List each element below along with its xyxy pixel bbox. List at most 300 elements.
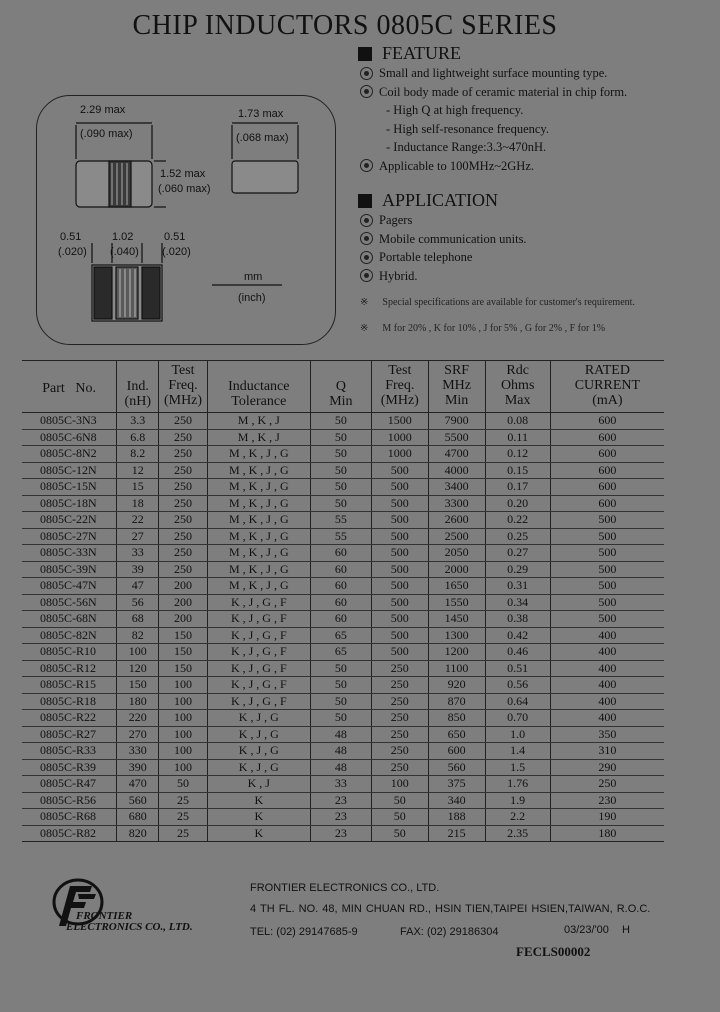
cell-rated-current: 190 (550, 809, 664, 826)
cell-part-no: 0805C-R12 (22, 660, 117, 677)
cell-q-min: 65 (310, 644, 371, 661)
table-row (22, 809, 664, 826)
cell-q-min: 23 (310, 825, 371, 842)
cell-test-freq: 100 (159, 677, 207, 694)
cell-srf: 1200 (428, 644, 485, 661)
cell-part-no: 0805C-82N (22, 627, 117, 644)
cell-rdc: 0.27 (485, 545, 550, 562)
cell-q-test-freq: 1000 (371, 429, 428, 446)
list-item: Mobile communication units. (360, 230, 690, 249)
cell-q-min: 60 (310, 578, 371, 595)
list-sub-item: - Inductance Range:3.3~470nH. (386, 140, 547, 154)
cell-rdc: 0.38 (485, 611, 550, 628)
circle-bullet-icon (360, 251, 373, 264)
cell-rated-current: 290 (550, 759, 664, 776)
list-item: Pagers (360, 211, 690, 230)
list-sub-item: - High self-resonance frequency. (386, 121, 550, 136)
cell-tolerance: M , K , J , G (207, 495, 310, 512)
cell-test-freq: 250 (159, 462, 207, 479)
col-header-srf: SRF MHz Min (428, 361, 485, 413)
table-row (22, 726, 664, 743)
cell-srf: 3300 (428, 495, 485, 512)
cell-rated-current: 400 (550, 627, 664, 644)
table-row (22, 495, 664, 512)
cell-inductance: 560 (117, 792, 159, 809)
cell-q-min: 50 (310, 677, 371, 694)
col-header-rdc: Rdc Ohms Max (485, 361, 550, 413)
cell-rated-current: 600 (550, 495, 664, 512)
cell-rated-current: 250 (550, 776, 664, 793)
feature-heading: FEATURE (358, 43, 461, 64)
cell-rdc: 0.51 (485, 660, 550, 677)
cell-srf: 920 (428, 677, 485, 694)
cell-inductance: 150 (117, 677, 159, 694)
cell-rated-current: 500 (550, 561, 664, 578)
revision-letter: H (622, 924, 630, 936)
cell-test-freq: 250 (159, 495, 207, 512)
cell-rdc: 0.42 (485, 627, 550, 644)
cell-rated-current: 400 (550, 677, 664, 694)
cell-inductance: 56 (117, 594, 159, 611)
cell-tolerance: M , K , J , G (207, 446, 310, 463)
cell-srf: 3400 (428, 479, 485, 496)
tolerance-code-note: ※ M for 20% , K for 10% , J for 5% , G for 2% , F for 1% (360, 323, 606, 334)
cell-rdc: 1.4 (485, 743, 550, 760)
cell-test-freq: 200 (159, 594, 207, 611)
cell-q-min: 50 (310, 710, 371, 727)
cell-q-test-freq: 250 (371, 710, 428, 727)
table-row (22, 561, 664, 578)
cell-q-test-freq: 500 (371, 545, 428, 562)
cell-test-freq: 250 (159, 446, 207, 463)
cell-q-min: 33 (310, 776, 371, 793)
cell-part-no: 0805C-R18 (22, 693, 117, 710)
circle-bullet-icon (360, 214, 373, 227)
cell-rdc: 1.9 (485, 792, 550, 809)
cell-test-freq: 250 (159, 545, 207, 562)
cell-tolerance: M , K , J , G (207, 561, 310, 578)
table-row (22, 693, 664, 710)
cell-tolerance: K , J , G , F (207, 611, 310, 628)
cell-part-no: 0805C-39N (22, 561, 117, 578)
cell-rated-current: 500 (550, 594, 664, 611)
cell-test-freq: 250 (159, 512, 207, 529)
cell-test-freq: 200 (159, 578, 207, 595)
cell-q-test-freq: 500 (371, 644, 428, 661)
table-row (22, 545, 664, 562)
cell-srf: 188 (428, 809, 485, 826)
cell-part-no: 0805C-R15 (22, 677, 117, 694)
cell-test-freq: 100 (159, 726, 207, 743)
cell-part-no: 0805C-33N (22, 545, 117, 562)
cell-rdc: 1.76 (485, 776, 550, 793)
pad-a-mm: 0.51 (60, 231, 82, 243)
cell-rdc: 0.31 (485, 578, 550, 595)
list-item: Small and lightweight surface mounting type. (360, 64, 690, 83)
cell-tolerance: M , K , J , G (207, 545, 310, 562)
cell-rdc: 0.70 (485, 710, 550, 727)
cell-inductance: 220 (117, 710, 159, 727)
cell-rdc: 0.64 (485, 693, 550, 710)
cell-q-min: 23 (310, 809, 371, 826)
cell-rated-current: 500 (550, 578, 664, 595)
cell-q-min: 48 (310, 743, 371, 760)
cell-srf: 7900 (428, 413, 485, 430)
cell-q-min: 60 (310, 561, 371, 578)
cell-q-test-freq: 500 (371, 462, 428, 479)
cell-part-no: 0805C-6N8 (22, 429, 117, 446)
cell-test-freq: 250 (159, 561, 207, 578)
cell-srf: 1300 (428, 627, 485, 644)
cell-part-no: 0805C-12N (22, 462, 117, 479)
cell-part-no: 0805C-R68 (22, 809, 117, 826)
square-bullet-icon (358, 47, 372, 61)
cell-q-min: 50 (310, 495, 371, 512)
cell-q-test-freq: 500 (371, 611, 428, 628)
cell-part-no: 0805C-R56 (22, 792, 117, 809)
list-item: Hybrid. (360, 267, 690, 286)
list-item: Applicable to 100MHz~2GHz. (360, 157, 690, 176)
length-inch: (.090 max) (80, 128, 133, 140)
cell-inductance: 33 (117, 545, 159, 562)
cell-inductance: 82 (117, 627, 159, 644)
cell-q-min: 60 (310, 545, 371, 562)
col-header-rated-current: RATED CURRENT (mA) (550, 361, 664, 413)
cell-part-no: 0805C-56N (22, 594, 117, 611)
cell-rdc: 0.15 (485, 462, 550, 479)
col-header-ind: Ind. (nH) (117, 361, 159, 413)
cell-q-test-freq: 250 (371, 693, 428, 710)
cell-rated-current: 500 (550, 512, 664, 529)
cell-q-min: 60 (310, 611, 371, 628)
cell-inductance: 39 (117, 561, 159, 578)
fax: FAX: (02) 29186304 (400, 926, 499, 938)
cell-part-no: 0805C-R10 (22, 644, 117, 661)
cell-inductance: 330 (117, 743, 159, 760)
cell-rated-current: 600 (550, 446, 664, 463)
cell-srf: 2050 (428, 545, 485, 562)
cell-q-test-freq: 50 (371, 792, 428, 809)
cell-q-min: 50 (310, 413, 371, 430)
circle-bullet-icon (360, 85, 373, 98)
cell-inductance: 120 (117, 660, 159, 677)
logo-text-electronics: ELECTRONICS CO., LTD. (66, 921, 193, 933)
cell-inductance: 820 (117, 825, 159, 842)
table-row (22, 479, 664, 496)
cell-tolerance: K , J , G (207, 759, 310, 776)
cell-srf: 1100 (428, 660, 485, 677)
cell-part-no: 0805C-R82 (22, 825, 117, 842)
cell-srf: 215 (428, 825, 485, 842)
cell-rated-current: 180 (550, 825, 664, 842)
cell-q-min: 55 (310, 512, 371, 529)
cell-q-test-freq: 500 (371, 528, 428, 545)
cell-tolerance: K , J , G (207, 743, 310, 760)
table-row (22, 644, 664, 661)
cell-inductance: 8.2 (117, 446, 159, 463)
cell-tolerance: M , K , J , G (207, 479, 310, 496)
cell-srf: 1650 (428, 578, 485, 595)
cell-srf: 5500 (428, 429, 485, 446)
cell-rdc: 0.25 (485, 528, 550, 545)
cell-rated-current: 500 (550, 545, 664, 562)
list-sub-item: - High Q at high frequency. (386, 103, 524, 117)
table-row (22, 627, 664, 644)
cell-inductance: 180 (117, 693, 159, 710)
cell-q-min: 50 (310, 462, 371, 479)
cell-inductance: 18 (117, 495, 159, 512)
cell-q-min: 50 (310, 693, 371, 710)
cell-srf: 2000 (428, 561, 485, 578)
list-item: Portable telephone (360, 248, 690, 267)
cell-tolerance: K , J , G , F (207, 594, 310, 611)
cell-test-freq: 200 (159, 611, 207, 628)
cell-rdc: 0.11 (485, 429, 550, 446)
cell-part-no: 0805C-R39 (22, 759, 117, 776)
cell-part-no: 0805C-47N (22, 578, 117, 595)
width-inch: (.068 max) (236, 132, 289, 144)
cell-tolerance: K , J , G , F (207, 644, 310, 661)
special-spec-note: ※ Special specifications are available for customer's requirement. (360, 297, 635, 308)
cell-test-freq: 50 (159, 776, 207, 793)
cell-tolerance: K , J , G , F (207, 693, 310, 710)
cell-srf: 4000 (428, 462, 485, 479)
cell-test-freq: 100 (159, 693, 207, 710)
application-list (360, 211, 690, 285)
cell-tolerance: K (207, 825, 310, 842)
cell-test-freq: 150 (159, 660, 207, 677)
pad-b-mm: 1.02 (112, 231, 134, 243)
cell-srf: 4700 (428, 446, 485, 463)
length-mm: 2.29 max (80, 104, 126, 116)
cell-inductance: 12 (117, 462, 159, 479)
cell-srf: 600 (428, 743, 485, 760)
table-header-row (22, 361, 664, 413)
cell-rdc: 0.56 (485, 677, 550, 694)
cell-part-no: 0805C-8N2 (22, 446, 117, 463)
cell-rated-current: 400 (550, 693, 664, 710)
cell-q-test-freq: 250 (371, 726, 428, 743)
cell-rated-current: 230 (550, 792, 664, 809)
revision-date: 03/23/'00 (564, 924, 609, 936)
cell-part-no: 0805C-3N3 (22, 413, 117, 430)
cell-q-test-freq: 250 (371, 660, 428, 677)
cell-q-min: 50 (310, 429, 371, 446)
cell-rated-current: 500 (550, 611, 664, 628)
table-row (22, 743, 664, 760)
cell-srf: 870 (428, 693, 485, 710)
cell-tolerance: K , J , G (207, 726, 310, 743)
company-address: 4 TH FL. NO. 48, MIN CHUAN RD., HSIN TIEN,TAIPEI HSIEN,TAIWAN, R.O.C. (250, 903, 651, 915)
cell-test-freq: 250 (159, 479, 207, 496)
cell-tolerance: K , J (207, 776, 310, 793)
cell-rated-current: 600 (550, 462, 664, 479)
height-inch: (.060 max) (158, 183, 211, 195)
cell-tolerance: K , J , G , F (207, 677, 310, 694)
col-header-part-no: Part No. (42, 381, 96, 396)
height-mm: 1.52 max (160, 168, 206, 180)
col-header-q-min: Q Min (310, 361, 371, 413)
cell-q-test-freq: 250 (371, 677, 428, 694)
cell-q-test-freq: 500 (371, 627, 428, 644)
cell-rated-current: 310 (550, 743, 664, 760)
cell-q-test-freq: 500 (371, 512, 428, 529)
cell-rdc: 1.5 (485, 759, 550, 776)
cell-q-test-freq: 500 (371, 561, 428, 578)
col-header-test-freq: Test Freq. (MHz) (159, 361, 207, 413)
cell-q-min: 50 (310, 446, 371, 463)
table-row (22, 594, 664, 611)
cell-q-test-freq: 50 (371, 825, 428, 842)
cell-tolerance: K , J , G , F (207, 660, 310, 677)
cell-rated-current: 400 (550, 660, 664, 677)
square-bullet-icon (358, 194, 372, 208)
cell-q-min: 48 (310, 726, 371, 743)
cell-q-test-freq: 500 (371, 578, 428, 595)
cell-srf: 1450 (428, 611, 485, 628)
cell-inductance: 270 (117, 726, 159, 743)
cell-rdc: 0.20 (485, 495, 550, 512)
cell-rdc: 0.29 (485, 561, 550, 578)
cell-test-freq: 25 (159, 792, 207, 809)
cell-inductance: 3.3 (117, 413, 159, 430)
table-row (22, 413, 664, 430)
circle-bullet-icon (360, 269, 373, 282)
cell-part-no: 0805C-R22 (22, 710, 117, 727)
unit-inch: (inch) (238, 292, 266, 304)
cell-rdc: 0.22 (485, 512, 550, 529)
cell-part-no: 0805C-22N (22, 512, 117, 529)
cell-q-min: 50 (310, 479, 371, 496)
cell-q-min: 23 (310, 792, 371, 809)
cell-rated-current: 400 (550, 644, 664, 661)
cell-rdc: 0.46 (485, 644, 550, 661)
cell-q-test-freq: 1000 (371, 446, 428, 463)
table-row (22, 710, 664, 727)
table-row (22, 792, 664, 809)
cell-tolerance: K , J , G , F (207, 627, 310, 644)
cell-tolerance: M , K , J , G (207, 462, 310, 479)
cell-q-test-freq: 250 (371, 759, 428, 776)
cell-srf: 2500 (428, 528, 485, 545)
cell-rdc: 0.17 (485, 479, 550, 496)
cell-part-no: 0805C-18N (22, 495, 117, 512)
cell-part-no: 0805C-68N (22, 611, 117, 628)
cell-rated-current: 500 (550, 528, 664, 545)
cell-q-test-freq: 100 (371, 776, 428, 793)
cell-test-freq: 250 (159, 429, 207, 446)
cell-inductance: 68 (117, 611, 159, 628)
cell-rdc: 0.12 (485, 446, 550, 463)
cell-srf: 650 (428, 726, 485, 743)
cell-srf: 375 (428, 776, 485, 793)
table-row (22, 462, 664, 479)
cell-part-no: 0805C-27N (22, 528, 117, 545)
cell-q-test-freq: 500 (371, 594, 428, 611)
cell-srf: 1550 (428, 594, 485, 611)
cell-q-test-freq: 500 (371, 495, 428, 512)
spec-table (22, 360, 664, 842)
width-mm: 1.73 max (238, 108, 284, 120)
cell-part-no: 0805C-R27 (22, 726, 117, 743)
cell-inductance: 27 (117, 528, 159, 545)
cell-q-min: 48 (310, 759, 371, 776)
cell-part-no: 0805C-R47 (22, 776, 117, 793)
list-item: Coil body made of ceramic material in chip form. (360, 83, 690, 102)
cell-rated-current: 600 (550, 479, 664, 496)
col-header-q-test-freq: Test Freq. (MHz) (371, 361, 428, 413)
cell-tolerance: M , K , J , G (207, 528, 310, 545)
pad-c-mm: 0.51 (164, 231, 186, 243)
cell-q-test-freq: 500 (371, 479, 428, 496)
circle-bullet-icon (360, 232, 373, 245)
cell-tolerance: M , K , J , G (207, 578, 310, 595)
table-row (22, 429, 664, 446)
cell-test-freq: 100 (159, 759, 207, 776)
circle-bullet-icon (360, 67, 373, 80)
cell-test-freq: 150 (159, 627, 207, 644)
cell-tolerance: K (207, 809, 310, 826)
cell-tolerance: M , K , J (207, 429, 310, 446)
pad-b-inch: (.040) (110, 246, 139, 258)
cell-test-freq: 250 (159, 413, 207, 430)
spec-table-body (22, 413, 664, 842)
cell-tolerance: M , K , J , G (207, 512, 310, 529)
logo-text-frontier: FRONTIER (76, 910, 133, 922)
table-row (22, 660, 664, 677)
cell-rated-current: 400 (550, 710, 664, 727)
document-number: FECLS00002 (516, 944, 591, 959)
cell-rated-current: 350 (550, 726, 664, 743)
cell-inductance: 470 (117, 776, 159, 793)
table-row (22, 512, 664, 529)
circle-bullet-icon (360, 159, 373, 172)
pad-a-inch: (.020) (58, 246, 87, 258)
cell-rdc: 0.08 (485, 413, 550, 430)
cell-test-freq: 25 (159, 809, 207, 826)
cell-inductance: 6.8 (117, 429, 159, 446)
cell-rated-current: 600 (550, 429, 664, 446)
cell-q-test-freq: 50 (371, 809, 428, 826)
application-heading: APPLICATION (358, 190, 498, 211)
cell-srf: 2600 (428, 512, 485, 529)
cell-test-freq: 25 (159, 825, 207, 842)
cell-rdc: 1.0 (485, 726, 550, 743)
cell-inductance: 390 (117, 759, 159, 776)
table-row (22, 611, 664, 628)
cell-srf: 850 (428, 710, 485, 727)
feature-list (360, 64, 690, 175)
cell-srf: 340 (428, 792, 485, 809)
cell-test-freq: 100 (159, 743, 207, 760)
cell-q-test-freq: 250 (371, 743, 428, 760)
table-row (22, 677, 664, 694)
cell-inductance: 680 (117, 809, 159, 826)
cell-tolerance: K (207, 792, 310, 809)
cell-q-min: 65 (310, 627, 371, 644)
cell-rdc: 2.2 (485, 809, 550, 826)
cell-q-min: 50 (310, 660, 371, 677)
cell-inductance: 22 (117, 512, 159, 529)
cell-rdc: 0.34 (485, 594, 550, 611)
cell-q-min: 55 (310, 528, 371, 545)
cell-part-no: 0805C-R33 (22, 743, 117, 760)
cell-part-no: 0805C-15N (22, 479, 117, 496)
company-name: FRONTIER ELECTRONICS CO., LTD. (250, 882, 440, 894)
cell-rdc: 2.35 (485, 825, 550, 842)
page-title: CHIP INDUCTORS 0805C SERIES (132, 10, 558, 41)
cell-inductance: 15 (117, 479, 159, 496)
